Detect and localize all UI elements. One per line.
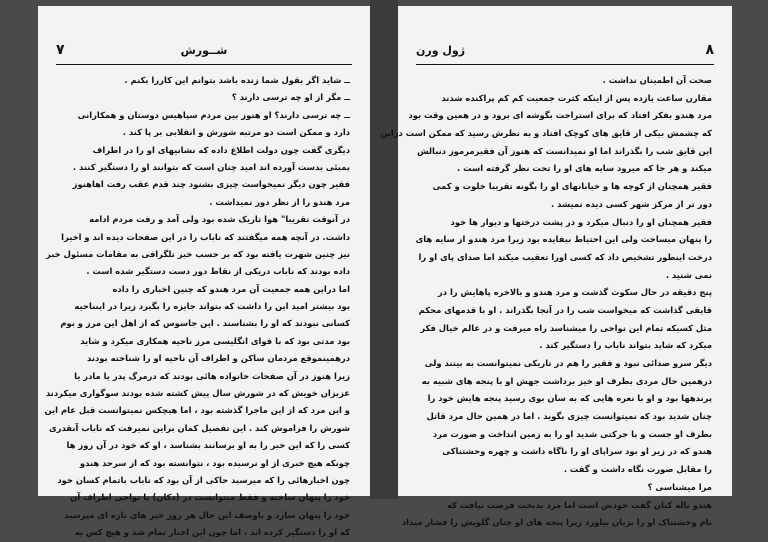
right-running-title: ژول ورن [416, 44, 466, 57]
left-page-number: ٧ [56, 42, 65, 58]
text-line: دارد و ممکن است دو مرتبه شورش و انقلابی بر پا کند . [122, 127, 350, 138]
text-line: عزیزان خویش که در شورش سال پیش کشته شده بودند سوگواری میکردند [45, 388, 350, 399]
text-line: میکرد که شاید بتواند ناباب را دستگیر کند . [539, 340, 712, 351]
text-line: خود را پنهان ساخته و فقط میتوانست در (دکان) یا نواحی اطراف آن [70, 492, 350, 503]
text-line: داشت. در آنچه همه میگفتند که ناباب را در این صفحات دیده اند و اخیرا [61, 231, 350, 242]
text-line: بطرف او جست و با حرکتی شدید او را به زمین انداخت و صورت مرد [432, 428, 712, 439]
text-line: درخت اینطور تشخیص داد که کسی اورا تعقیب میکند اما صدای پای او را [418, 251, 712, 262]
text-line: میکند و هر جا که میرود سایه های او را تحت نظر گرفته است . [457, 163, 712, 174]
text-line: فقیر همچنان از کوچه ها و خیابانهای او را بگونه تقریبا خلوت و کمی [432, 181, 712, 192]
text-line: را مقابل صورت نگاه داشت و گفت . [563, 464, 712, 475]
text-line: فقیر چون دیگر نمیخواست چیزی بشنود چند قدم عقب رفت اهاهنوز [72, 179, 350, 190]
left-page [38, 6, 370, 538]
text-line: هندو که در زیر او بود سراپای او را ناگاه داشت و چهره وحشتناکی [442, 446, 712, 457]
right-page [380, 6, 732, 528]
text-line: زیرا هنوز در آن صفحات خانواده هائی بودند که درمرگ پدر یا مادر یا [74, 370, 350, 381]
text-line: بمبئی بدست آورده اند امید چنان است که بتوانند او را دستگیر کنند . [72, 161, 350, 172]
text-line: خود را پنهان سازد و باوصف این حال هر روز خبر های تازه ای میرسید [64, 509, 350, 520]
text-line: را پنهان میساخت ولی این احتیاط بیفایده بود زیرا مرد هندو از سایه های [415, 234, 712, 245]
text-line: فقیر همچنان او را دنبال میکرد و در پشت درختها و دیوار ها خود [450, 216, 712, 227]
text-line: که او را دستگیر کرده اند ، اما چون این اخبار تمام شد و هیچ کس به [74, 527, 350, 538]
text-line: دور تر از مرکز شهر کسی دیده نمیشد . [551, 198, 712, 209]
text-line: ــ چه ترسی دارند؟ او هنوز بین مردم سپاهیس دوستان و همکارانی [77, 109, 350, 120]
text-line: ــ مگر از او چه ترسی دارند ؟ [231, 92, 350, 103]
text-line: کسانی نبودند که او را بشناسند . این جاسوس که از اهل این مرز و بوم [60, 318, 350, 329]
text-line: پرندهها بود و او با نعره هایی که به سان بوی رسید پنجه هایش خود را [427, 393, 712, 404]
left-page-header [56, 42, 352, 65]
text-line: دیگری گفت چون دولت اطلاع داده که نشانیهای او را در اطراف [92, 144, 350, 155]
text-line: مرا میشناسی ؟ [647, 481, 712, 492]
text-line: درهمین حال مردی بطرف او خیز برداشت جهش او با پنجه های شبیه به [421, 375, 712, 386]
text-line: مرد هندو بفکر افتاد که برای استراحت بگوشه ای برود و در همین وقت بود [408, 110, 712, 121]
text-line: نمی شنید . [665, 269, 712, 280]
text-line: قایقی گذاشت که میخواست شب را در آنجا بگذراند . او با قدمهای محکم [418, 304, 712, 315]
text-line: چونکه هیچ خبری از او نرسیده بود ، نتوانسته بود که از سرحد هندو [79, 457, 350, 468]
left-page-text [44, 72, 350, 538]
text-line: چنان شدید بود که نمیتوانست چیزی بگوید . اما در همین حال مرد قاتل [426, 411, 712, 422]
text-line: مرد هندو را از نظر دور نمیداشت . [209, 196, 350, 207]
text-line: در آنوقت تقریبا" هوا تاریک شده بود ولی آمد و رفت مردم ادامه [89, 214, 350, 225]
text-line: ــ شاید اگر بقول شما زنده باشد بتوانم این کاررا بکنم . [124, 75, 350, 85]
text-line: این قایق شب را بگذراند اما او نمیدانست که هنوز آن فقیرمرموز دنبالش [417, 145, 712, 156]
text-line: داده بودند که ناباب دریکی از نقاط دور دست دستگیر شده است . [86, 266, 350, 277]
text-line: اما دراین همه جمعیت آن مرد هندو که چنین اخباری را داده [112, 283, 350, 294]
text-line: نام وحشتناک او را بزبان بیاورد زیرا پنجه های او چنان گلویش را فشار میداد [401, 517, 712, 528]
text-line: شورش را فراموش کند . این تفصیل کمان براین نمیرفت که ناباب آنقدری [48, 422, 350, 433]
book-gutter [370, 0, 398, 499]
text-line: بود مدتی بود که با قوای انگلیسی مرز ناحیه همکاری میکرد و شاید [80, 335, 350, 346]
right-page-number: ٨ [705, 42, 714, 58]
text-line: صحت آن اطمینان نداشت . [602, 75, 712, 85]
text-line: هندو ناله کنان گفت خودش است اما مرد بدبخت فرصت نیافت که [447, 499, 712, 510]
text-line: دیگر سرو صدائی نبود و فقیر را هم در تاریکی نمیتوانست به بینند ولی [424, 358, 712, 368]
text-line: پنج دقیقه در حال سکوت گذشت و مرد هندو و بالاخره پاهایش را در [437, 287, 712, 298]
left-running-title: شــورش [180, 44, 228, 57]
text-line: که چشمش بیکی از قایق های کوچک افتاد و به نظرش رسید که ممکن است دراین [380, 128, 712, 139]
text-line: مثل کسیکه تمام این نواحی را میشناسد راه میرفت و در عالم خیال فکر [420, 322, 712, 333]
text-line: و این مرد که از این ماجرا گذشته بود ، اما هیچکس نمیتوانست قبل عام این [44, 405, 350, 416]
text-line: مقارن ساعت یازده پس از اینکه کثرت جمعیت کم کم پراکنده شدند [441, 92, 712, 103]
right-page-header [416, 42, 714, 65]
text-line: درهمینموقع مردمان ساکن و اطراف آن ناحیه او را شناخته بودند [87, 353, 350, 364]
text-line: نیز چنین شهرت یافته بود که بر حسب خبر تلگرافی به مقامات مسئول خبر [46, 248, 350, 259]
right-page-text [380, 72, 712, 528]
text-line: کسی را که این خبر را به او برسانند بشناسد ، او که خود در آن روز ها [66, 440, 350, 451]
text-line: چون اخبارهائی را که میرسید حاکی از آن بود که ناباب باتمام کسان خود [57, 474, 350, 485]
text-line: بود بیشتر امید این را داشت که بتواند جایزه را بگیرد زیرا در اینناحیه [74, 301, 350, 312]
